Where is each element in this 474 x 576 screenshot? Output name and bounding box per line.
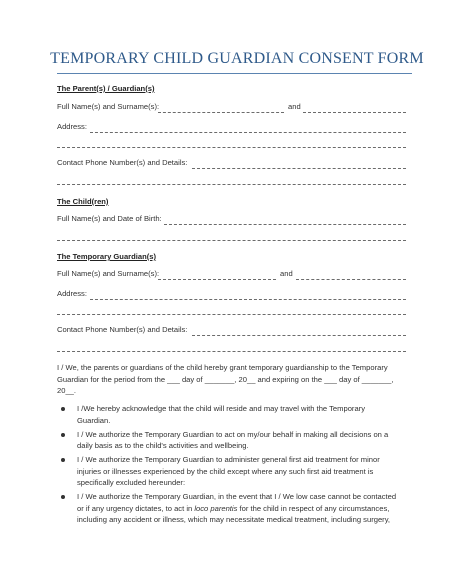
parents-and-label: and [288, 102, 301, 111]
parents-full-names-label: Full Name(s) and Surname(s): [57, 102, 160, 111]
parents-address-field-2[interactable] [57, 147, 406, 148]
form-title: TEMPORARY CHILD GUARDIAN CONSENT FORM [50, 50, 424, 67]
guardian-phone-field-2[interactable] [57, 351, 406, 352]
guardian-full-names-label: Full Name(s) and Surname(s): [57, 269, 160, 278]
bullet-1-line-2: Guardian. [77, 415, 111, 425]
parents-address-label: Address: [57, 122, 87, 131]
child-name-field-1[interactable] [164, 224, 406, 225]
consent-line-2: Guardian for the period from the ___ day of _______, 20__ and expiring on the ___ day of _______, [57, 374, 394, 384]
child-name-field-2[interactable] [57, 240, 406, 241]
bullet-icon [61, 433, 65, 437]
bullet-4-line-2a: or if any urgency dictates, to act in [77, 503, 195, 513]
parents-heading: The Parent(s) / Guardian(s) [57, 84, 155, 93]
consent-paragraph [57, 362, 393, 397]
parents-phone-label: Contact Phone Number(s) and Details: [57, 158, 188, 167]
authorization-list [57, 403, 417, 528]
guardian-address-label: Address: [57, 289, 87, 298]
guardian-phone-label: Contact Phone Number(s) and Details: [57, 325, 188, 334]
guardian-heading: The Temporary Guardian(s) [57, 252, 157, 261]
parent-name-2-field[interactable] [303, 112, 406, 113]
bullet-2-line-2: daily basis as to the child's activities and wellbeing. [77, 441, 249, 450]
parents-phone-field-1[interactable] [192, 168, 406, 169]
list-item [57, 403, 417, 426]
guardian-and-label: and [280, 269, 293, 278]
child-heading: The Child(ren) [57, 197, 109, 206]
bullet-2-line-1: I / We authorize the Temporary Guardian to act on my/our behalf in making all decisions on a [77, 429, 389, 439]
bullet-3-line-1: I / We authorize the Temporary Guardian to administer general first aid treatment for minor [77, 455, 380, 464]
parents-phone-field-2[interactable] [57, 184, 406, 185]
bullet-4-line-1: I / We authorize the Temporary Guardian, in the event that I / We low case cannot be contacted [77, 492, 397, 501]
parent-name-1-field[interactable] [158, 112, 284, 113]
list-item [57, 429, 417, 452]
guardian-address-field-2[interactable] [57, 314, 406, 315]
bullet-1-line-1: I /We hereby acknowledge that the child will reside and may travel with the Temporary [77, 404, 366, 413]
bullet-4-line-2c: for the child in respect of any circumstances, [237, 503, 390, 513]
guardian-phone-field-1[interactable] [192, 335, 406, 336]
consent-line-3: 20__. [57, 386, 77, 395]
parents-address-field-1[interactable] [90, 132, 406, 133]
child-full-names-label: Full Name(s) and Date of Birth: [57, 214, 162, 223]
bullet-icon [61, 407, 65, 411]
guardian-name-2-field[interactable] [296, 279, 406, 280]
consent-line-1: I / We, the parents or guardians of the child hereby grant temporary guardianship to the Temporary [57, 363, 388, 372]
loco-parentis-text: loco parentis [194, 503, 238, 513]
bullet-icon [61, 458, 65, 462]
bullet-4-line-3: including any accident or illness, which may necessitate medical treatment, including surgery, [77, 515, 391, 524]
bullet-icon [61, 495, 65, 499]
list-item [57, 491, 417, 526]
title-divider [57, 73, 412, 74]
bullet-3-line-2: injuries or illnesses experienced by the child except where any such first aid treatment is [77, 466, 374, 476]
list-item [57, 454, 417, 489]
guardian-address-field-1[interactable] [90, 299, 406, 300]
bullet-3-line-3: specifically excluded hereunder: [77, 478, 186, 487]
guardian-name-1-field[interactable] [158, 279, 276, 280]
bullet-4-line-2 [77, 503, 417, 515]
